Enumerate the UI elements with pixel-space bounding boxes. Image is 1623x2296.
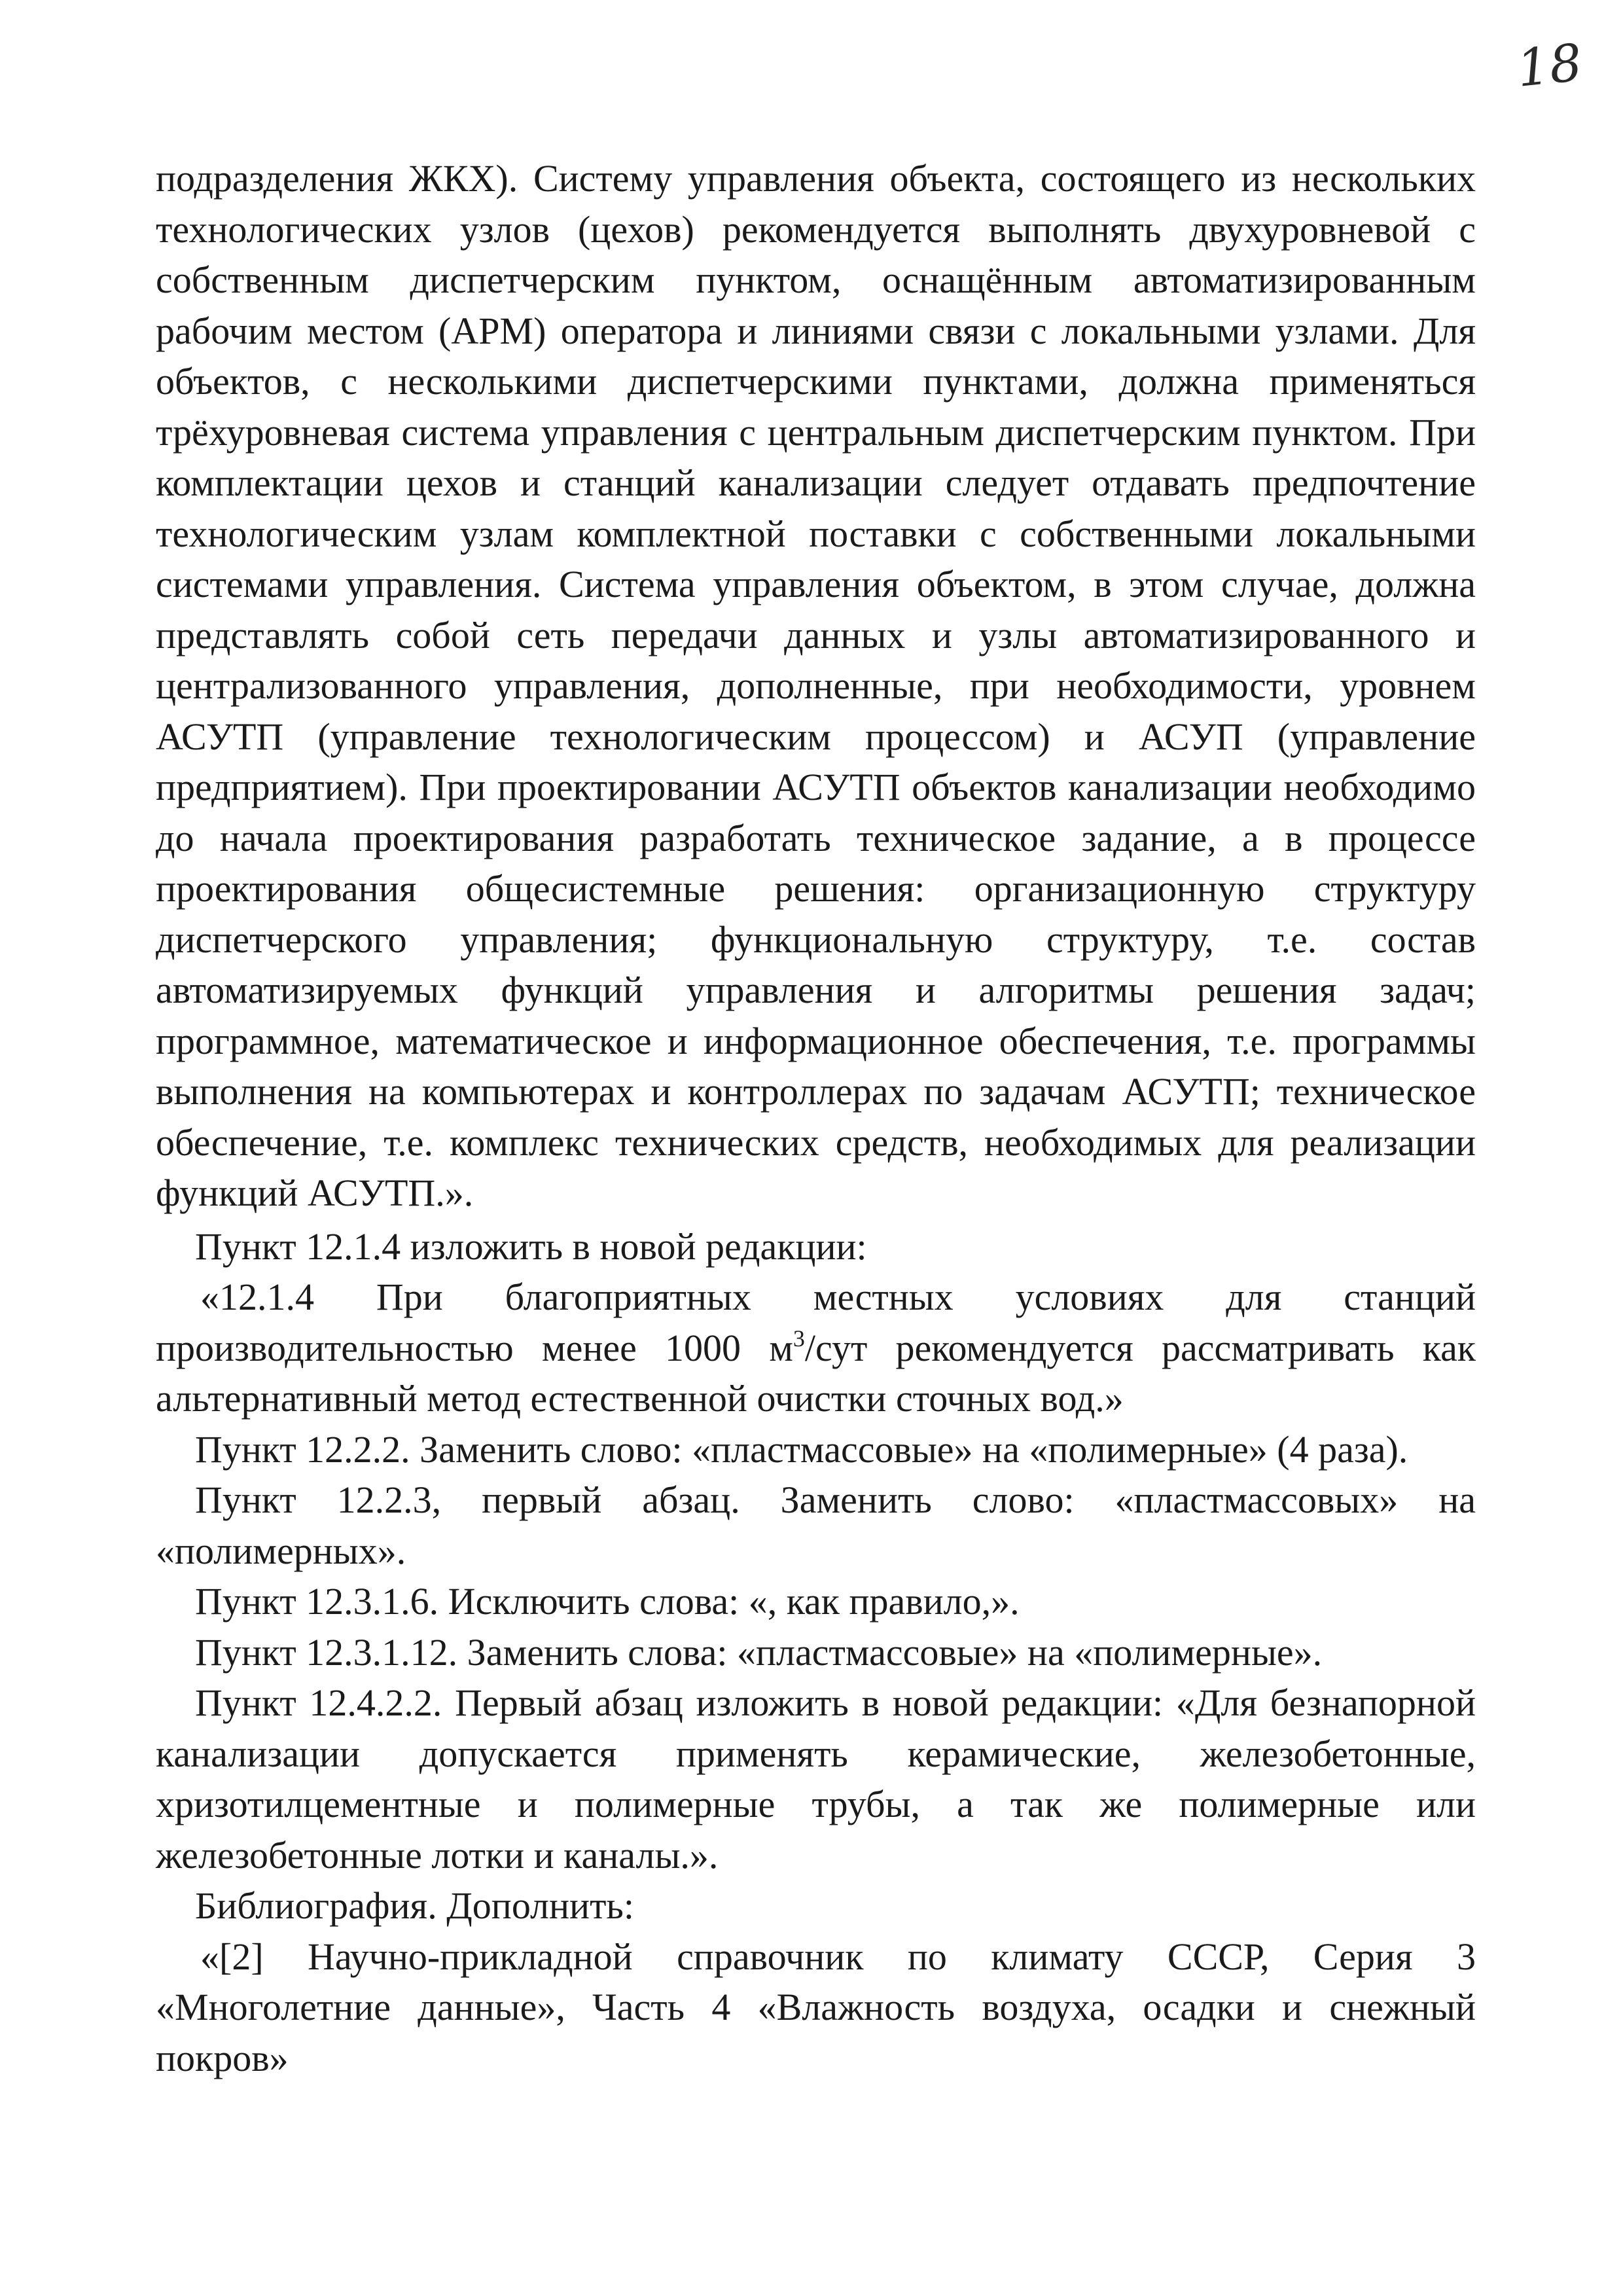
cubic-superscript: 3 [793,1325,805,1352]
paragraph-clause-12-1-4-text [156,1272,1476,1424]
paragraph-bibliography-entry: «[2] Научно-прикладной справочник по климату СССР, Серия 3 «Многолетние данные», Часть 4 «Влажность воздуха, осадки и снежный покров» [156,1935,1476,2079]
paragraph-clause-12-1-4-heading: Пункт 12.1.4 изложить в новой редакции: [195,1225,867,1268]
clause-12-1-4-text-end: /сут рекомендуется рассматривать как альтернативный метод естественной очистки сточных вод.» [156,1326,1476,1420]
paragraph-clause-12-2-2: Пункт 12.2.2. Заменить слово: «пластмассовые» на «полимерные» (4 раза). [195,1427,1408,1471]
paragraph-clause-12-3-1-12: Пункт 12.3.1.12. Заменить слова: «пластмассовые» на «полимерные». [195,1630,1323,1674]
paragraph-clause-12-3-1-6: Пункт 12.3.1.6. Исключить слова: «, как правило,». [195,1580,1020,1623]
paragraph-clause-12-4-2-2: Пункт 12.4.2.2. Первый абзац изложить в новой редакции: «Для безнапорной канализации допускается применять керамические, железобетонные, хризотилцементные и полимерные трубы, а так же полимерные или железобетонные лотки и каналы.». [156,1681,1476,1876]
page-number: 18 [1514,33,1585,99]
paragraph-clause-12-2-3: Пункт 12.2.3, первый абзац. Заменить слово: «пластмассовых» на «полимерных». [156,1479,1476,1572]
paragraph-bibliography-heading: Библиография. Дополнить: [195,1884,634,1927]
paragraph-acs-description: подразделения ЖКХ). Систему управления объекта, состоящего из нескольких технологических узлов (цехов) рекомендуется выполнять двухуровневой с собственным диспетчерским пунктом, оснащённым автоматизированным рабочим местом (АРМ) оператора и линиями связи с локальными узлами. Для объектов, с несколькими диспетчерскими пунктами, должна применяться трёхуровневая система управления с центральным диспетчерским пунктом. При комплектации цехов и станций канализации следует отдавать предпочтение технологическим узлам комплектной поставки с собственными локальными системами управления. Система управления объектом, в этом случае, должна представлять собой сеть передачи данных и узлы автоматизированного и централизованного управления, дополненные, при необходимости, уровнем АСУТП (управление технологическим процессом) и АСУП (управление предприятием). При проектировании АСУТП объектов канализации необходимо до начала проектирования разработать техническое задание, а в процессе проектирования общесистемные решения: организационную структуру диспетчерского управления; функциональную структуру, т.е. состав автоматизируемых функций управления и алгоритмы решения задач; программное, математическое и информационное обеспечения, т.е. программы выполнения на компьютерах и контроллерах по задачам АСУТП; техническое обеспечение, т.е. комплекс технических средств, необходимых для реализации функций АСУТП.». [156,157,1476,1214]
clause-12-1-4-text-start: «12.1.4 При благоприятных местных условиях для станций производительностью менее 1000 м [156,1276,1476,1369]
